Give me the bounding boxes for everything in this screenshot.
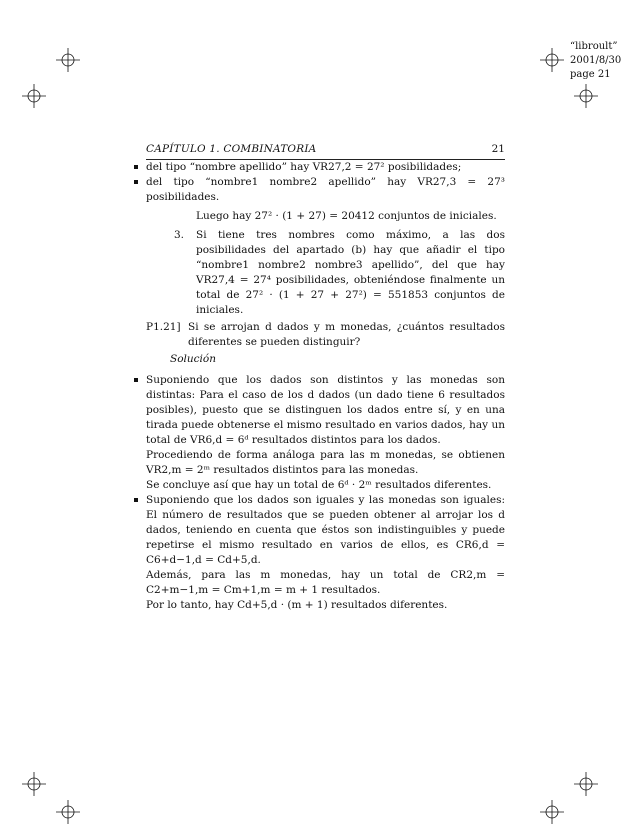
problem-text: Si se arrojan d dados y m monedas, ¿cuántos resultados diferentes se pueden distinguir? (188, 321, 505, 348)
crosshair-mark-top-left-outer (22, 84, 46, 108)
problem-statement (146, 320, 505, 350)
bullet1-paragraph3: Se concluye así que hay un total de 6ᵈ · 2ᵐ resultados diferentes. (146, 479, 492, 491)
chapter-title: CAPÍTULO 1. COMBINATORIA (146, 143, 317, 155)
stamp-date: 2001/8/30 (570, 55, 622, 66)
running-header (146, 142, 505, 160)
conclusion-line: Luego hay 27² · (1 + 27) = 20412 conjuntos de iniciales. (196, 210, 497, 222)
enum-text: Si tiene tres nombres como máximo, a las dos posibilidades del apartado (b) hay que añadir el tipo “nombre1 nombre2 nombre3 apellido”, del que hay VR27,4 = 27⁴ posibilidades, obteniéndose finalmente un total de 27² · (1 + 27 + 27²) = 551853 conjuntos de iniciales. (196, 229, 505, 316)
solution-label: Solución (170, 353, 216, 365)
bullet1-paragraph2: Procediendo de forma análoga para las m monedas, se obtienen VR2,m = 2ᵐ resultados distintos para las monedas. (146, 449, 505, 476)
bullet2-paragraph1: Suponiendo que los dados son iguales y las monedas son iguales: El número de resultados que se pueden obtener al arrojar los d dados, teniendo en cuenta que éstos son indistinguibles y puede repetirse el mismo resultado en varios de ellos, es CR6,d = C6+d−1,d = Cd+5,d. (146, 494, 505, 566)
problem-tag: P1.21] (146, 321, 181, 333)
crosshair-mark-bottom-left (56, 800, 80, 824)
page-number: 21 (491, 143, 505, 155)
crosshair-mark-top-right-outer (574, 84, 598, 108)
crosshair-mark-bottom-right (540, 800, 564, 824)
stamp-page: page 21 (570, 69, 611, 80)
crosshair-mark-top-left (56, 48, 80, 72)
crosshair-mark-bottom-right-outer (574, 772, 598, 796)
list-item (146, 493, 505, 613)
page-body (146, 160, 505, 613)
bullet2-paragraph3: Por lo tanto, hay Cd+5,d · (m + 1) resultados diferentes. (146, 599, 448, 611)
crosshair-mark-top-right (540, 48, 564, 72)
bullet2-paragraph2: Además, para las m monedas, hay un total de CR2,m = C2+m−1,m = Cm+1,m = m + 1 resultados. (146, 569, 505, 596)
build-stamp (570, 40, 630, 82)
stamp-book-name: “libroult” (570, 41, 618, 52)
top-bullet-list (146, 160, 505, 205)
list-item (146, 373, 505, 493)
solution-bullet-list (146, 373, 505, 613)
list-item: del tipo “nombre apellido” hay VR27,2 = 27² posibilidades; (146, 160, 505, 175)
crosshair-mark-bottom-left-outer (22, 772, 46, 796)
enumerated-item-3 (174, 228, 505, 318)
enum-number: 3. (174, 229, 185, 241)
bullet1-paragraph1: Suponiendo que los dados son distintos y las monedas son distintas: Para el caso de los d dados (un dado tiene 6 resultados posibles), puesto que se distinguen los dados entre sí, y en una tirada puede obtenerse el mismo resultado en varios dados, hay un total de VR6,d = 6ᵈ resultados distintos para los dados. (146, 374, 505, 446)
list-item: del tipo “nombre1 nombre2 apellido” hay VR27,3 = 27³ posibilidades. (146, 176, 505, 203)
